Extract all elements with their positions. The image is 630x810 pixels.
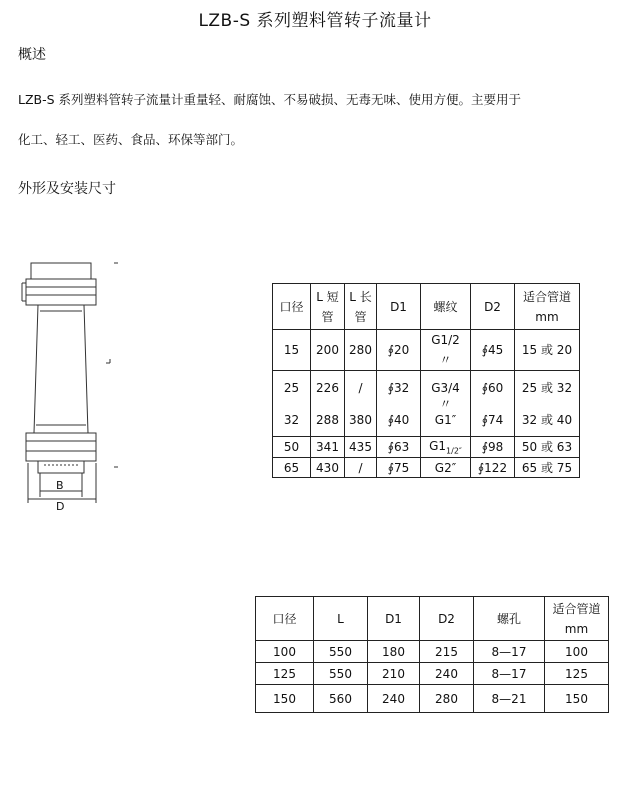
cell-holes: 8—21 [474, 685, 545, 713]
cell-d2: ∮122 [471, 458, 515, 478]
cell-bore: 25 32 [273, 371, 311, 437]
drawing-label-d: D [56, 500, 65, 510]
cell-d1: ∮20 [377, 330, 421, 371]
cell-l-short: 341 [311, 437, 345, 458]
header-pipe: 适合管道 mm [515, 284, 580, 330]
cell-l-long: 280 [345, 330, 377, 371]
cell-bore: 15 [273, 330, 311, 371]
cell-pipe: 150 [545, 685, 609, 713]
table-row [256, 641, 609, 663]
cell-l: 560 [314, 685, 368, 713]
cell-d2: 215 [420, 641, 474, 663]
cell-pipe: 125 [545, 663, 609, 685]
table-row [273, 371, 580, 437]
table-header-row [273, 284, 580, 330]
cell-bore: 50 [273, 437, 311, 458]
cell-l-long: 435 [345, 437, 377, 458]
cell-pipe: 50 或 63 [515, 437, 580, 458]
cell-l-long: / [345, 458, 377, 478]
spec-table-small [272, 283, 580, 478]
cell-d1: 240 [368, 685, 420, 713]
header-pipe: 适合管道 mm [545, 597, 609, 641]
cell-l-short: 200 [311, 330, 345, 371]
header-d1: D1 [368, 597, 420, 641]
cell-thread: G2″ [421, 458, 471, 478]
flowmeter-drawing [18, 255, 128, 510]
table-row [273, 330, 580, 371]
table-header-row [256, 597, 609, 641]
cell-l-short: 430 [311, 458, 345, 478]
header-thread: 螺纹 [421, 284, 471, 330]
cell-thread: $G1_{1/2''}$ [421, 437, 471, 458]
cell-bore: 125 [256, 663, 314, 685]
cell-pipe: 25 或 32 32 或 40 [515, 371, 580, 437]
cell-d2: 240 [420, 663, 474, 685]
spec-table-large [255, 596, 609, 713]
cell-bore: 100 [256, 641, 314, 663]
table-row [256, 685, 609, 713]
cell-bore: 65 [273, 458, 311, 478]
drawing-label-b: B [56, 479, 64, 492]
cell-l-long: / 380 [345, 371, 377, 437]
cell-d2: ∮98 [471, 437, 515, 458]
header-d2: D2 [471, 284, 515, 330]
header-d1: D1 [377, 284, 421, 330]
cell-l-short: 226 288 [311, 371, 345, 437]
page-title: LZB-S 系列塑料管转子流量计 [198, 11, 432, 31]
header-bore: 口径 [256, 597, 314, 641]
cell-d2: ∮45 [471, 330, 515, 371]
cell-d2: 280 [420, 685, 474, 713]
table-row [256, 663, 609, 685]
cell-d1: ∮75 [377, 458, 421, 478]
header-l-long: L 长 管 [345, 284, 377, 330]
cell-d1: 180 [368, 641, 420, 663]
overview-line-1: LZB-S 系列塑料管转子流量计重量轻、耐腐蚀、不易破损、无毒无味、使用方便。主要用于 [18, 92, 522, 107]
header-l-short: L 短 管 [311, 284, 345, 330]
cell-l: 550 [314, 641, 368, 663]
table-row [273, 458, 580, 478]
table-row [273, 437, 580, 458]
cell-thread: G3/4 〃 G1″ [421, 371, 471, 437]
cell-d1: 210 [368, 663, 420, 685]
cell-bore: 150 [256, 685, 314, 713]
cell-holes: 8—17 [474, 641, 545, 663]
cell-thread: G1/2 〃 [421, 330, 471, 371]
header-bore: 口径 [273, 284, 311, 330]
cell-pipe: 65 或 75 [515, 458, 580, 478]
header-holes: 螺孔 [474, 597, 545, 641]
cell-d2: ∮60 ∮74 [471, 371, 515, 437]
header-d2: D2 [420, 597, 474, 641]
cell-pipe: 100 [545, 641, 609, 663]
cell-pipe: 15 或 20 [515, 330, 580, 371]
cell-l: 550 [314, 663, 368, 685]
dimensions-heading: 外形及安装尺寸 [18, 181, 116, 197]
cell-holes: 8—17 [474, 663, 545, 685]
cell-d1: ∮63 [377, 437, 421, 458]
overview-heading: 概述 [18, 47, 46, 63]
header-l: L [314, 597, 368, 641]
cell-d1: ∮32 ∮40 [377, 371, 421, 437]
overview-line-2: 化工、轻工、医药、食品、环保等部门。 [18, 132, 244, 147]
